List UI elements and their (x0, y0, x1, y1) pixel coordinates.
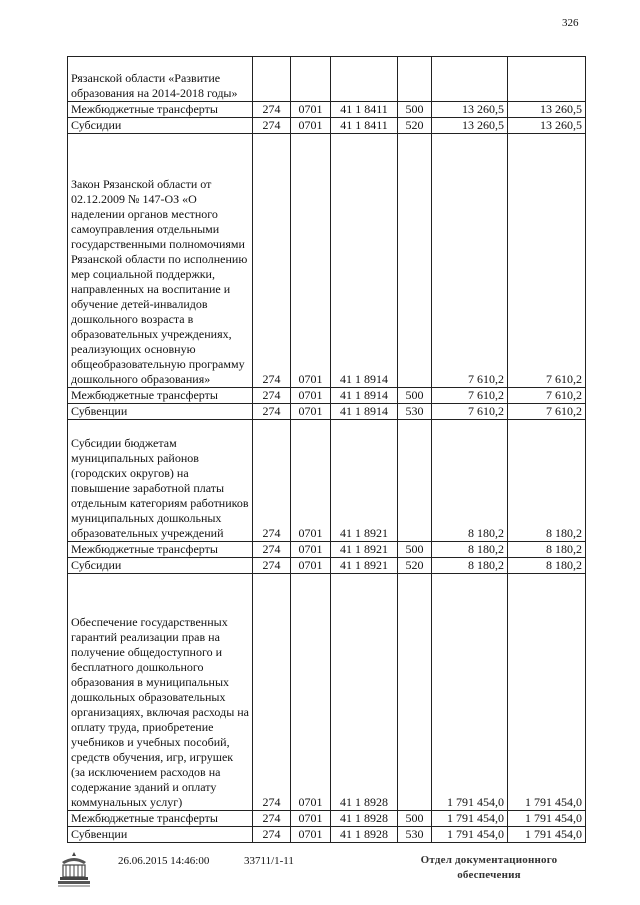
section-code: 0701 (291, 388, 331, 404)
expense-type-code: 500 (398, 811, 432, 827)
amount-1: 7 610,2 (432, 404, 508, 420)
page-footer (0, 846, 640, 896)
article-code: 41 1 8928 (331, 811, 398, 827)
footer-department-line-1: Отдел документационного (420, 854, 558, 866)
row-name: Обеспечение государственных гарантий реализации прав на получение общедоступного и бесплатного дошкольного образования в муниципальных дошкольных образовательных организациях, включая расходы на оплату труда, приобретение учебников и учебных пособий, средств обучения, игр, игрушек (за исключением расходов на содержание зданий и оплату коммунальных услуг) (68, 574, 253, 811)
budget-table (67, 56, 586, 843)
amount-2: 1 791 454,0 (508, 827, 586, 843)
footer-date: 26.06.2015 14:46:00 (118, 855, 210, 867)
section-code: 0701 (291, 811, 331, 827)
section-code: 0701 (291, 404, 331, 420)
expense-type-code: 500 (398, 542, 432, 558)
article-code: 41 1 8914 (331, 404, 398, 420)
amount-2: 1 791 454,0 (508, 811, 586, 827)
row-name: Закон Рязанской области от 02.12.2009 № 147-ОЗ «О наделении органов местного самоуправления отдельными государственными полномочиями Рязанской области по исполнению мер социальной поддержки, направленных на воспитание и обучение детей-инвалидов дошкольного возраста в образовательных учреждениях, реализующих основную общеобразовательную программу дошкольного образования» (68, 134, 253, 388)
section-code (291, 57, 331, 102)
expense-type-code: 500 (398, 388, 432, 404)
expense-type-code: 520 (398, 118, 432, 134)
table-row (68, 827, 586, 843)
table-row (68, 102, 586, 118)
table-row (68, 134, 586, 388)
article-code: 41 1 8921 (331, 420, 398, 542)
amount-1: 1 791 454,0 (432, 811, 508, 827)
admin-code: 274 (253, 558, 291, 574)
row-name: Межбюджетные трансферты (68, 388, 253, 404)
expense-type-code (398, 57, 432, 102)
amount-2: 13 260,5 (508, 118, 586, 134)
table-row (68, 404, 586, 420)
footer-department (404, 853, 574, 883)
table-row (68, 388, 586, 404)
row-name: Межбюджетные трансферты (68, 102, 253, 118)
table-row (68, 420, 586, 542)
row-name: Межбюджетные трансферты (68, 542, 253, 558)
admin-code: 274 (253, 827, 291, 843)
row-name: Межбюджетные трансферты (68, 811, 253, 827)
article-code (331, 57, 398, 102)
article-code: 41 1 8928 (331, 827, 398, 843)
section-code: 0701 (291, 102, 331, 118)
expense-type-code (398, 134, 432, 388)
coat-of-arms-stamp (54, 850, 94, 888)
admin-code: 274 (253, 404, 291, 420)
section-code: 0701 (291, 542, 331, 558)
expense-type-code: 500 (398, 102, 432, 118)
expense-type-code: 520 (398, 558, 432, 574)
admin-code: 274 (253, 811, 291, 827)
amount-2: 7 610,2 (508, 404, 586, 420)
admin-code: 274 (253, 388, 291, 404)
admin-code: 274 (253, 574, 291, 811)
amount-1: 1 791 454,0 (432, 827, 508, 843)
table-row (68, 542, 586, 558)
row-name: Субсидии (68, 118, 253, 134)
row-name: Субвенции (68, 827, 253, 843)
row-name: Субвенции (68, 404, 253, 420)
amount-1: 8 180,2 (432, 542, 508, 558)
admin-code (253, 57, 291, 102)
article-code: 41 1 8914 (331, 134, 398, 388)
section-code: 0701 (291, 827, 331, 843)
amount-1: 7 610,2 (432, 388, 508, 404)
section-code: 0701 (291, 118, 331, 134)
amount-2: 8 180,2 (508, 542, 586, 558)
amount-1: 8 180,2 (432, 420, 508, 542)
article-code: 41 1 8411 (331, 118, 398, 134)
table-row (68, 811, 586, 827)
amount-2: 7 610,2 (508, 388, 586, 404)
amount-1: 13 260,5 (432, 102, 508, 118)
admin-code: 274 (253, 102, 291, 118)
footer-doc-number: 33711/1-11 (244, 855, 294, 867)
amount-1: 7 610,2 (432, 134, 508, 388)
section-code: 0701 (291, 574, 331, 811)
amount-2: 8 180,2 (508, 420, 586, 542)
article-code: 41 1 8921 (331, 542, 398, 558)
article-code: 41 1 8921 (331, 558, 398, 574)
row-name: Субсидии (68, 558, 253, 574)
amount-1: 8 180,2 (432, 558, 508, 574)
expense-type-code: 530 (398, 404, 432, 420)
expense-type-code: 530 (398, 827, 432, 843)
row-name: Субсидии бюджетам муниципальных районов (городских округов) на повышение заработной платы отдельным категориям работников муниципальных дошкольных образовательных учреждений (68, 420, 253, 542)
page-number: 326 (562, 17, 579, 29)
section-code: 0701 (291, 420, 331, 542)
admin-code: 274 (253, 118, 291, 134)
admin-code: 274 (253, 134, 291, 388)
amount-1: 1 791 454,0 (432, 574, 508, 811)
amount-2: 1 791 454,0 (508, 574, 586, 811)
amount-1 (432, 57, 508, 102)
expense-type-code (398, 574, 432, 811)
amount-2: 13 260,5 (508, 102, 586, 118)
amount-2: 8 180,2 (508, 558, 586, 574)
article-code: 41 1 8914 (331, 388, 398, 404)
table-row (68, 118, 586, 134)
footer-department-line-2: обеспечения (457, 869, 521, 881)
table-row (68, 57, 586, 102)
amount-1: 13 260,5 (432, 118, 508, 134)
admin-code: 274 (253, 542, 291, 558)
section-code: 0701 (291, 134, 331, 388)
table-row (68, 574, 586, 811)
article-code: 41 1 8928 (331, 574, 398, 811)
article-code: 41 1 8411 (331, 102, 398, 118)
section-code: 0701 (291, 558, 331, 574)
row-name: Рязанской области «Развитие образования на 2014-2018 годы» (68, 57, 253, 102)
expense-type-code (398, 420, 432, 542)
table-row (68, 558, 586, 574)
amount-2 (508, 57, 586, 102)
admin-code: 274 (253, 420, 291, 542)
amount-2: 7 610,2 (508, 134, 586, 388)
